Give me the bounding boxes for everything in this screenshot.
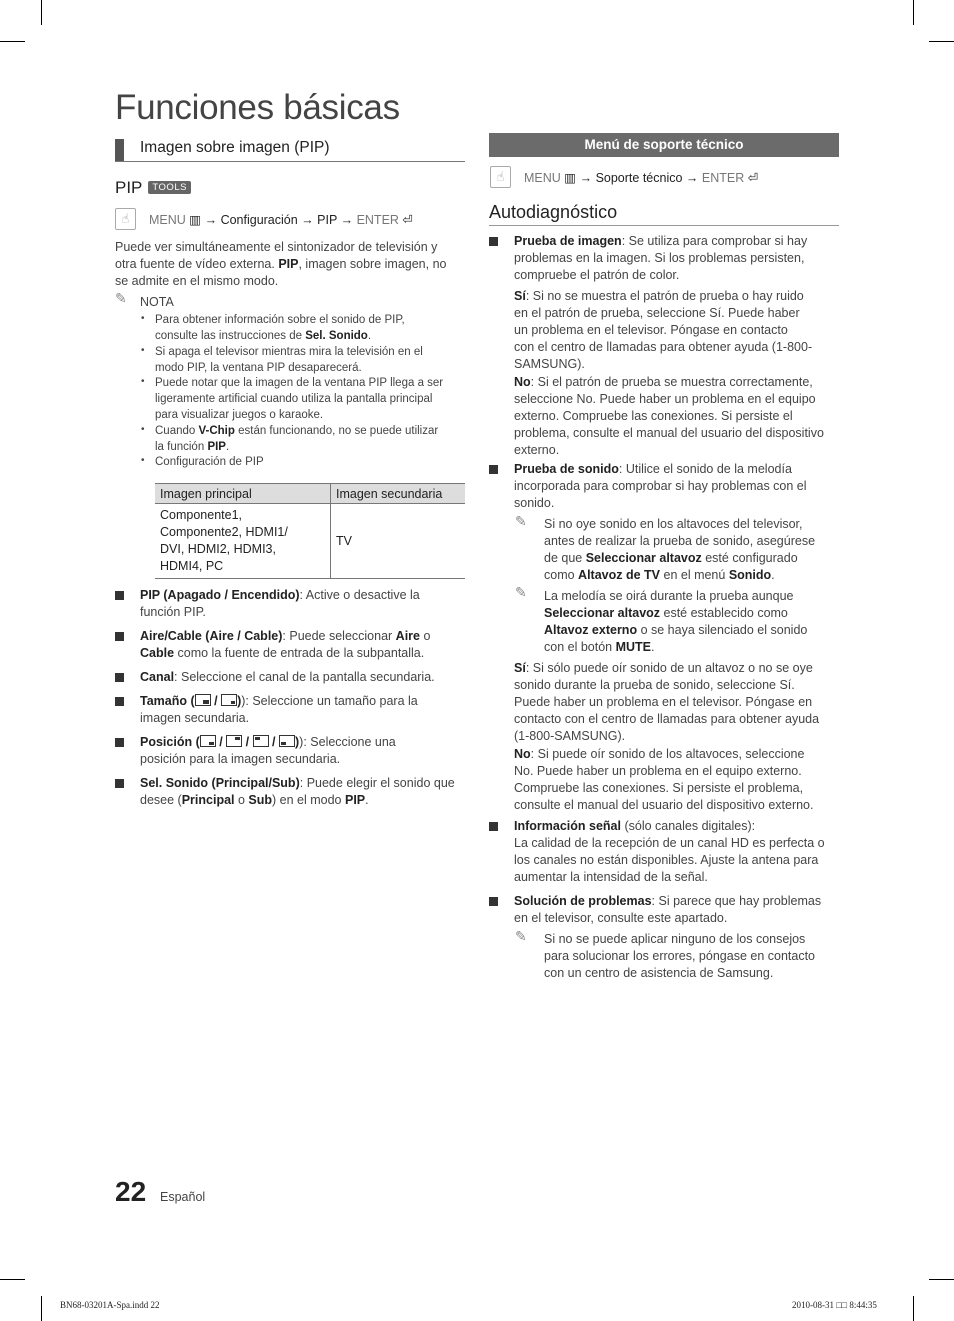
item-pip-toggle: PIP (Apagado / Encendido): Active o desactive la función PIP.	[140, 588, 420, 619]
pip-config-table	[155, 483, 465, 579]
item-troubleshooting: Solución de problemas: Si parece que hay problemas en el televisor, consulte este apartado.	[514, 894, 822, 925]
size-large-icon	[195, 694, 211, 706]
menu-item-pip: PIP	[317, 213, 338, 227]
menu-path-pip	[149, 212, 413, 227]
menu-item-config: Configuración	[220, 213, 298, 227]
item-sound-select: Sel. Sonido (Principal/Sub): Puede elegir el sonido que desee (Principal o Sub) en el modo PIP.	[140, 776, 455, 807]
enter-label: ENTER	[701, 171, 745, 185]
troubleshooting-note: Si no se puede aplicar ninguno de los consejos para solucionar los errores, póngase en contacto con un centro de asistencia de Samsung.	[544, 932, 815, 980]
item-signal-info: Información señal (sólo canales digitales): La calidad de la recepción de un canal HD es perfecta o los canales no están disponibles. Ajuste la antena para aumentar la intensidad de la señal.	[514, 819, 825, 884]
position-top-left-icon	[253, 735, 269, 747]
pencil-icon: ✎	[115, 290, 127, 306]
note-2: Si apaga el televisor mientras mira la televisión en el modo PIP, la ventana PIP desaparecerá.	[155, 346, 423, 374]
arrow: →	[685, 171, 699, 185]
hand-icon: ☝	[115, 208, 136, 230]
pip-heading	[115, 178, 191, 198]
sound-test-no: No: Si puede oír sonido de los altavoces, seleccione No. Puede haber un problema en el equipo externo. Compruebe las conexiones. Si persiste el problema, consulte el manual del usuario del dispositivo externo.	[514, 747, 814, 812]
enter-label: ENTER	[356, 213, 399, 227]
crop-mark	[41, 1296, 42, 1321]
pencil-icon: ✎	[515, 584, 527, 600]
crop-mark	[41, 0, 42, 25]
self-diagnosis-heading: Autodiagnóstico	[489, 202, 618, 222]
pencil-icon: ✎	[515, 513, 527, 529]
bullet: •	[141, 424, 145, 435]
section-header	[115, 137, 465, 162]
bullet: •	[141, 345, 145, 356]
support-menu-banner: Menú de soporte técnico	[489, 133, 839, 157]
square-bullet	[115, 673, 124, 682]
position-bottom-left-icon	[279, 735, 295, 747]
position-bottom-right-icon	[200, 735, 216, 747]
note-3: Puede notar que la imagen de la ventana PIP llega a ser ligeramente artificial cuando utiliza la pantalla principal para visualizar juegos o karaoke.	[155, 377, 444, 421]
pip-label: PIP	[115, 178, 143, 197]
menu-path-support	[524, 170, 758, 185]
square-bullet	[489, 897, 498, 906]
picture-test-yes: Sí: Si no se muestra el patrón de prueba o hay ruido en el patrón de prueba, seleccione Sí. Puede haber un problema en el televisor. Póngase en contacto con el centro de llamadas para obtener ayuda (1-800- SAMSUNG).	[514, 289, 813, 371]
arrow: →	[204, 213, 218, 227]
square-bullet	[489, 465, 498, 474]
item-air-cable: Aire/Cable (Aire / Cable): Puede seleccionar Aire o Cable como la fuente de entrada de la subpantalla.	[140, 629, 431, 660]
nota-label: NOTA	[140, 295, 174, 309]
table-header: Imagen secundaria	[331, 484, 466, 504]
square-bullet	[489, 822, 498, 831]
item-sound-test: Prueba de sonido: Utilice el sonido de la melodía incorporada para comprobar si hay problemas con el sonido.	[514, 462, 807, 510]
pip-intro	[115, 239, 465, 290]
arrow: →	[301, 213, 314, 227]
sound-test-yes: Sí: Si sólo puede oír sonido de un altavoz o no se oye sonido durante la prueba de sonido, seleccione Sí. Puede haber un problema en el televisor. Póngase en contacto con el centro de llamadas para obtener ayuda (1-800-SAMSUNG).	[514, 661, 820, 743]
crop-mark	[929, 41, 954, 42]
table-row	[155, 504, 465, 579]
item-channel: Canal: Seleccione el canal de la pantalla secundaria.	[140, 670, 435, 684]
table-cell: Componente1, Componente2, HDMI1/ DVI, HDMI2, HDMI3, HDMI4, PC	[155, 504, 331, 579]
intro-line: se admite en el mismo modo.	[115, 274, 279, 288]
menu-icon: ▥	[185, 213, 205, 227]
picture-test-no: No: Si el patrón de prueba se muestra correctamente, seleccione No. Puede haber un problema en el equipo externo. Compruebe las conexiones. Si persiste el problema, consulte el manual del usuario del dispositivo externo.	[514, 375, 824, 457]
note-5: Configuración de PIP	[155, 456, 264, 468]
sound-note-2: La melodía se oirá durante la prueba aunque Seleccionar altavoz esté establecido como Altavoz externo o se haya silenciado el sonido con el botón MUTE.	[544, 589, 808, 654]
table-header: Imagen principal	[155, 484, 331, 504]
footer-file: BN68-03201A-Spa.indd 22	[60, 1300, 160, 1310]
crop-mark	[0, 1279, 25, 1280]
note-1: Para obtener información sobre el sonido de PIP, consulte las instrucciones de Sel. Sonido.	[155, 314, 405, 342]
enter-icon: ⏎	[744, 171, 759, 185]
item-size: Tamaño ( / )): Seleccione un tamaño para la imagen secundaria.	[140, 694, 418, 725]
menu-item-support: Soporte técnico	[595, 171, 683, 185]
intro-line: otra fuente de vídeo externa. PIP, imagen sobre imagen, no	[115, 257, 447, 271]
section-marker	[115, 139, 124, 161]
page-number: 22	[115, 1176, 147, 1207]
intro-line: Puede ver simultáneamente el sintonizador de televisión y	[115, 240, 438, 254]
enter-icon: ⏎	[398, 213, 413, 227]
pencil-icon: ✎	[515, 928, 527, 944]
hand-icon: ☝	[490, 166, 511, 188]
sound-note-1: Si no oye sonido en los altavoces del televisor, antes de realizar la prueba de sonido, asegúrese de que Seleccionar altavoz esté configurado como Altavoz de TV en el menú Sonido.	[544, 517, 816, 582]
bullet: •	[141, 313, 145, 324]
square-bullet	[115, 591, 124, 600]
heading-underline	[489, 225, 839, 226]
arrow: →	[579, 171, 593, 185]
square-bullet	[489, 237, 498, 246]
item-position: Posición ( / / / )): Seleccione una posición para la imagen secundaria.	[140, 735, 396, 766]
square-bullet	[115, 779, 124, 788]
crop-mark	[913, 0, 914, 25]
crop-mark	[913, 1296, 914, 1321]
note-4: Cuando V-Chip están funcionando, no se puede utilizar la función PIP.	[155, 425, 439, 453]
crop-mark	[929, 1279, 954, 1280]
tools-badge: TOOLS	[148, 181, 191, 194]
square-bullet	[115, 632, 124, 641]
page-title: Funciones básicas	[115, 88, 400, 127]
square-bullet	[115, 697, 124, 706]
size-small-icon	[221, 694, 237, 706]
section-title: Imagen sobre imagen (PIP)	[140, 139, 330, 156]
item-picture-test: Prueba de imagen: Se utiliza para comprobar si hay problemas en la imagen. Si los problemas persisten, compruebe el patrón de color.	[514, 234, 808, 282]
menu-label: MENU	[524, 171, 561, 185]
menu-label: MENU	[149, 213, 186, 227]
footer-date: 2010-08-31 □□ 8:44:35	[792, 1300, 877, 1310]
crop-mark	[0, 41, 25, 42]
position-top-right-icon	[226, 735, 242, 747]
table-cell: TV	[331, 504, 466, 579]
language-label: Español	[160, 1190, 206, 1204]
bullet: •	[141, 455, 145, 466]
square-bullet	[115, 738, 124, 747]
menu-icon: ▥	[560, 171, 580, 185]
arrow: →	[340, 213, 354, 227]
bullet: •	[141, 376, 145, 387]
